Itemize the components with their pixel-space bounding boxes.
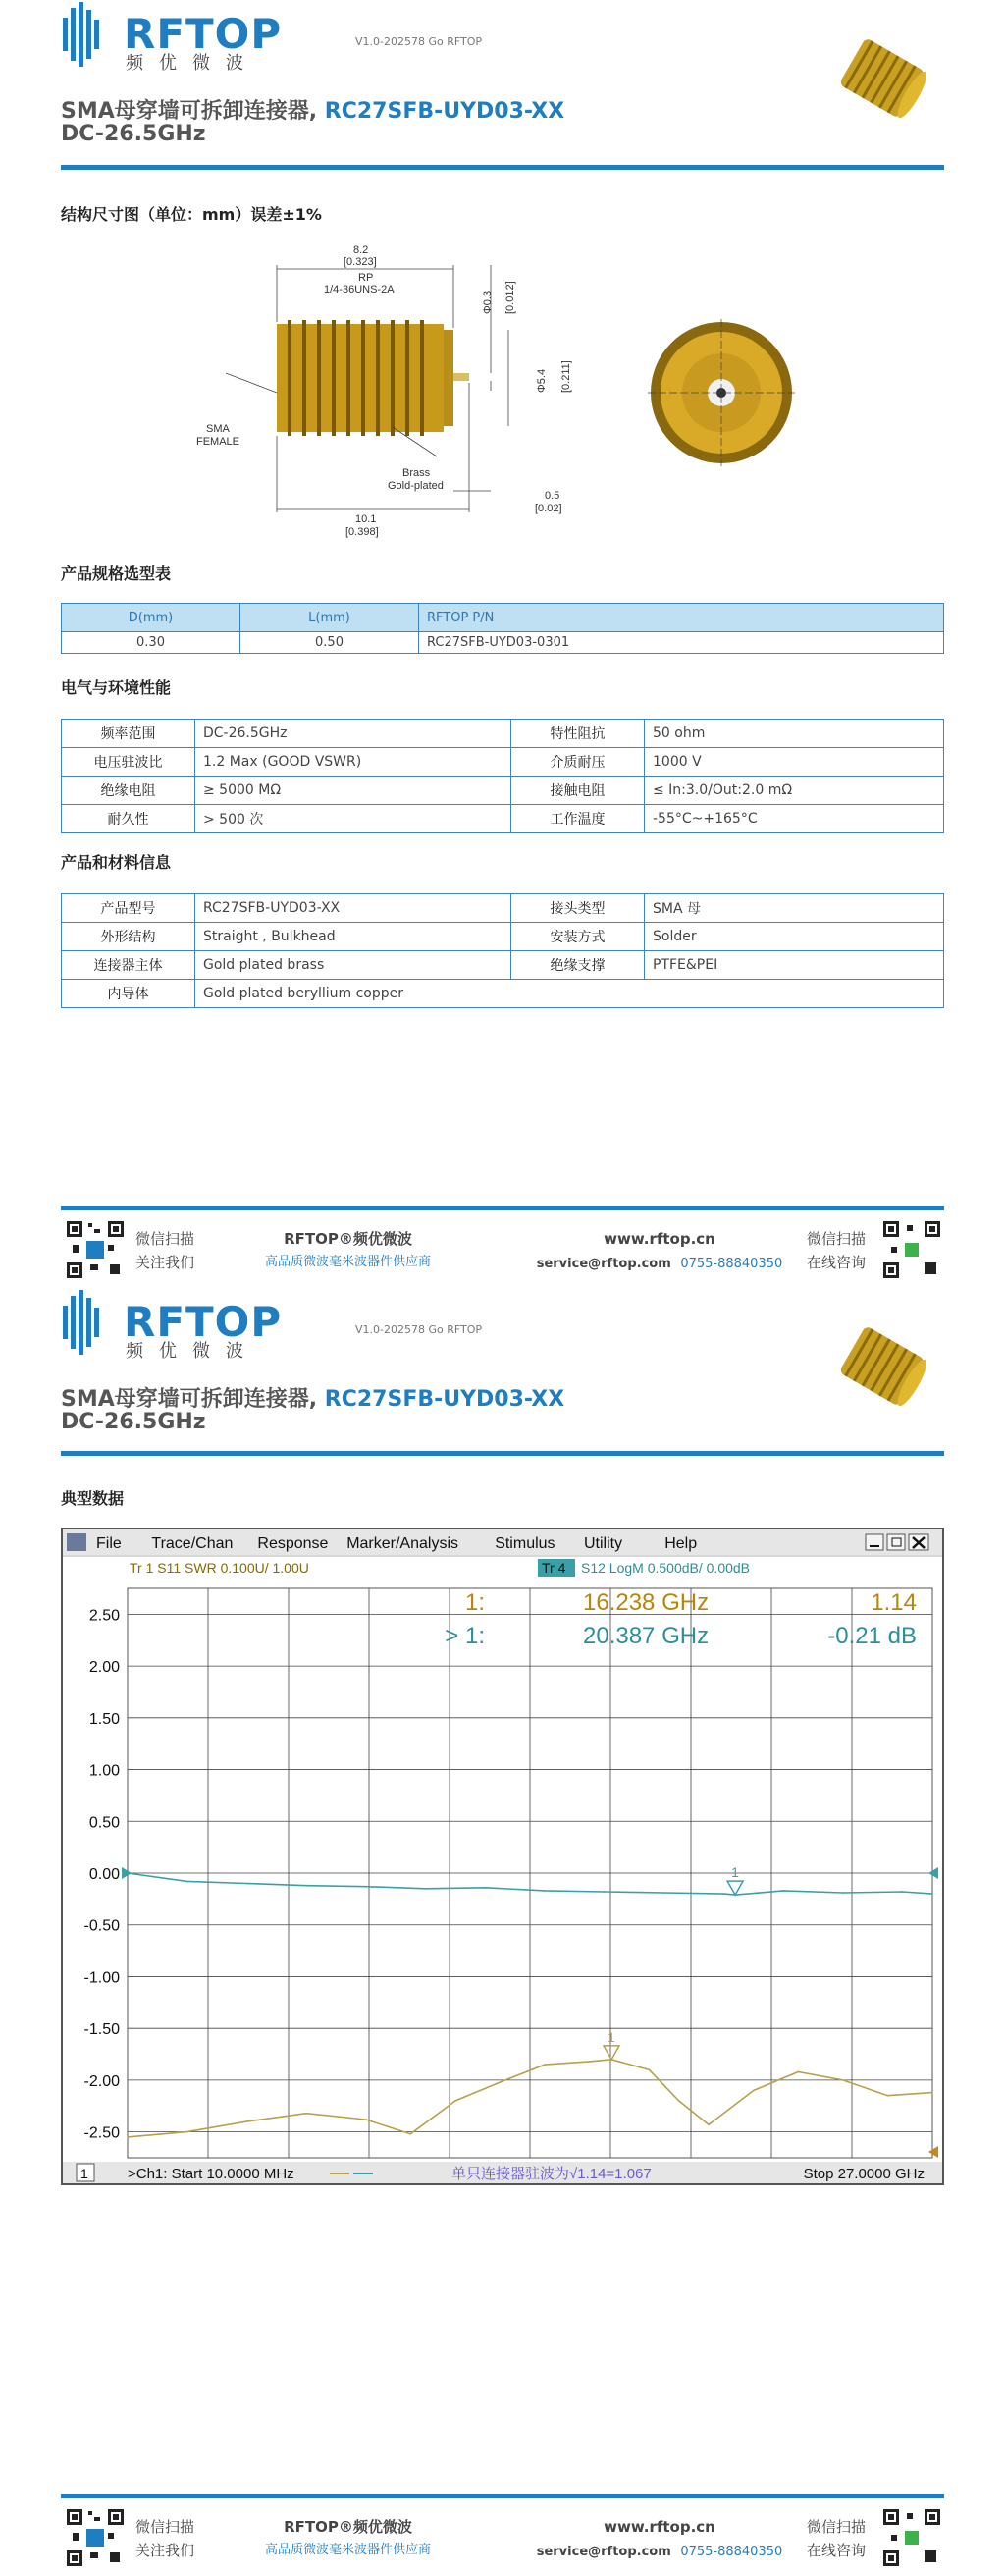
marker-s11-label: 1 bbox=[608, 2028, 615, 2045]
stop-freq: Stop 27.0000 GHz bbox=[803, 2166, 925, 2182]
cell-value: -55°C~+165°C bbox=[645, 805, 944, 833]
app-icon bbox=[67, 1533, 86, 1551]
table-row bbox=[62, 980, 944, 1008]
data-point bbox=[544, 1890, 546, 1892]
y-tick-label: -1.50 bbox=[83, 2021, 120, 2039]
footer-company bbox=[265, 1227, 431, 1274]
cell-label: 耐久性 bbox=[62, 805, 195, 833]
label-female: FEMALE bbox=[196, 436, 240, 448]
y-tick-label: 0.00 bbox=[88, 1866, 120, 1883]
svg-text:0.5 bbox=[545, 490, 559, 502]
dim-pin-dia-inch: [0.012] bbox=[504, 281, 516, 314]
wechat-scan-text-2: 微信扫描 bbox=[807, 2518, 867, 2536]
y-tick-label: -2.00 bbox=[83, 2072, 120, 2090]
data-point bbox=[305, 1885, 307, 1887]
cell-value: Gold plated beryllium copper bbox=[195, 980, 944, 1008]
header-divider bbox=[61, 1451, 944, 1456]
footer bbox=[61, 2505, 944, 2574]
rftop-logo[interactable] bbox=[61, 0, 283, 74]
cell-label: 电压驻波比 bbox=[62, 748, 195, 777]
tr1-label: Tr 1 S11 SWR 0.100U/ 1.00U bbox=[130, 1560, 309, 1576]
qr-code-icon[interactable] bbox=[881, 2507, 942, 2568]
window-controls bbox=[866, 1534, 928, 1550]
drawing-title: 结构尺寸图（单位：mm）误差±1% bbox=[61, 205, 322, 224]
title-prefix: SMA母穿墙可拆卸连接器, bbox=[61, 1387, 325, 1412]
wechat-scan-text-2: 微信扫描 bbox=[807, 1230, 867, 1248]
cell-label: 工作温度 bbox=[511, 805, 645, 833]
data-point bbox=[425, 1888, 427, 1890]
footer-divider bbox=[61, 2494, 944, 2498]
product-title bbox=[61, 94, 564, 125]
footer-divider bbox=[61, 1206, 944, 1210]
dimension-drawing bbox=[196, 236, 824, 540]
selection-title: 产品规格选型表 bbox=[61, 564, 172, 583]
marker2-value: -0.21 dB bbox=[827, 1623, 917, 1649]
dim-total-length: 10.1 bbox=[355, 513, 377, 525]
cell-label: 安装方式 bbox=[511, 923, 645, 951]
phone-number[interactable]: 0755-88840350 bbox=[680, 1257, 783, 1271]
company-name: RFTOP®频优微波 bbox=[284, 1230, 412, 1248]
data-point bbox=[753, 2090, 755, 2092]
menu-item-response[interactable]: Response bbox=[257, 1535, 329, 1552]
email-link[interactable]: service@rftop.com bbox=[536, 1257, 671, 1271]
dim-pin-ext: 0.5 bbox=[545, 490, 560, 502]
tr4-label: Tr 4 bbox=[542, 1560, 566, 1576]
table-row bbox=[62, 923, 944, 951]
cell-value: ≥ 5000 MΩ bbox=[195, 777, 511, 805]
data-point bbox=[797, 2071, 799, 2073]
brand-name: RFTOP bbox=[124, 10, 283, 58]
cell-label: 接触电阻 bbox=[511, 777, 645, 805]
electrical-table bbox=[61, 719, 944, 833]
col-d: D(mm) bbox=[62, 604, 240, 632]
data-point bbox=[649, 2069, 651, 2071]
cell-value: SMA 母 bbox=[645, 894, 944, 923]
cell-value: DC-26.5GHz bbox=[195, 720, 511, 748]
product-photo bbox=[826, 1310, 939, 1422]
marker1-freq: 16.238 GHz bbox=[583, 1589, 710, 1616]
label-gold: Gold-plated bbox=[388, 480, 444, 492]
data-point bbox=[186, 1881, 188, 1883]
table-row bbox=[62, 720, 944, 748]
data-point bbox=[723, 1893, 725, 1895]
svg-text:8.2 bbox=[353, 244, 368, 256]
product-photo bbox=[826, 22, 939, 134]
qr-code-icon[interactable] bbox=[65, 1219, 126, 1280]
svg-text:SMA bbox=[206, 423, 231, 435]
data-point bbox=[544, 2064, 546, 2066]
data-point bbox=[245, 2120, 247, 2122]
data-point bbox=[484, 1887, 486, 1889]
data-point bbox=[245, 1883, 247, 1885]
cell-label: 绝缘电阻 bbox=[62, 777, 195, 805]
data-point bbox=[887, 2095, 889, 2097]
footer-consult bbox=[807, 2515, 866, 2562]
data-point bbox=[678, 2100, 680, 2102]
data-point bbox=[663, 1892, 665, 1894]
header bbox=[61, 1288, 944, 1461]
data-point bbox=[842, 1892, 844, 1894]
cell-label: 连接器主体 bbox=[62, 951, 195, 980]
website-link[interactable]: www.rftop.cn bbox=[604, 2518, 715, 2536]
svg-text:Brass bbox=[402, 467, 431, 479]
data-point bbox=[782, 1890, 784, 1892]
svg-text:[0.012] bbox=[504, 281, 516, 314]
materials-table bbox=[61, 893, 944, 1008]
part-number: RC27SFB-UYD03-XX bbox=[324, 1387, 565, 1412]
footer-company bbox=[265, 2515, 431, 2562]
qr-code-icon[interactable] bbox=[65, 2507, 126, 2568]
wechat-scan-text: 微信扫描 bbox=[135, 2518, 195, 2536]
data-point bbox=[931, 2092, 933, 2094]
freq-range: DC-26.5GHz bbox=[61, 122, 206, 146]
svg-text:[0.323] bbox=[344, 256, 377, 268]
cell-label: 频率范围 bbox=[62, 720, 195, 748]
cell-value: > 500 次 bbox=[195, 805, 511, 833]
marker2-id: > 1: bbox=[445, 1623, 485, 1649]
version-text: V1.0-202578 Go RFTOP bbox=[355, 35, 483, 48]
svg-text:FEMALE bbox=[196, 436, 239, 448]
cell-value: ≤ In:3.0/Out:2.0 mΩ bbox=[645, 777, 944, 805]
footer bbox=[61, 1217, 944, 1286]
restore-icon[interactable] bbox=[887, 1534, 905, 1550]
qr-code-icon[interactable] bbox=[881, 1219, 942, 1280]
follow-text: 关注我们 bbox=[135, 1254, 195, 1271]
data-point bbox=[589, 2061, 591, 2063]
header-divider bbox=[61, 165, 944, 170]
svg-text:10.1 bbox=[355, 513, 376, 525]
cell-label: 外形结构 bbox=[62, 923, 195, 951]
svg-text:Φ0.3 bbox=[482, 291, 494, 314]
data-point bbox=[186, 2131, 188, 2133]
cell-value: Solder bbox=[645, 923, 944, 951]
rftop-logo[interactable] bbox=[61, 1288, 283, 1362]
data-point bbox=[708, 2123, 710, 2125]
dim-thread: 1/4-36UNS-2A bbox=[324, 284, 395, 295]
table-row bbox=[62, 748, 944, 777]
vna-chart bbox=[63, 1530, 942, 2183]
data-point bbox=[365, 2119, 367, 2120]
selection-table bbox=[61, 603, 944, 654]
cell-value: 1000 V bbox=[645, 748, 944, 777]
company-name: RFTOP®频优微波 bbox=[284, 2518, 412, 2536]
svg-text:Gold-plated bbox=[388, 480, 444, 492]
table-row bbox=[62, 894, 944, 923]
menu-item-trace-chan[interactable]: Trace/Chan bbox=[151, 1535, 234, 1552]
marker1-id: 1: bbox=[464, 1589, 485, 1616]
dim-body-dia: Φ5.4 bbox=[536, 368, 548, 393]
consult-text: 在线咨询 bbox=[807, 2542, 867, 2559]
y-tick-label: 1.50 bbox=[88, 1710, 120, 1728]
label-brass: Brass bbox=[402, 467, 431, 479]
data-point bbox=[604, 1891, 606, 1893]
table-row[interactable] bbox=[62, 632, 944, 654]
dim-length-inch: [0.323] bbox=[344, 256, 377, 268]
y-tick-label: -2.50 bbox=[83, 2124, 120, 2142]
menu-item-file[interactable]: File bbox=[96, 1535, 122, 1552]
brand-name: RFTOP bbox=[124, 1298, 283, 1346]
freq-range: DC-26.5GHz bbox=[61, 1410, 206, 1434]
y-tick-label: 2.50 bbox=[88, 1607, 120, 1625]
y-tick-label: -1.00 bbox=[83, 1969, 120, 1987]
svg-text:Φ5.4 bbox=[536, 369, 548, 393]
minimize-icon[interactable] bbox=[866, 1534, 883, 1550]
front-view bbox=[648, 319, 795, 466]
typical-title: 典型数据 bbox=[61, 1489, 125, 1508]
cell-pn: RC27SFB-UYD03-0301 bbox=[419, 632, 944, 654]
dim-rp: RP bbox=[358, 272, 374, 284]
vswr-note: 单只连接器驻波为√1.14=1.067 bbox=[451, 2166, 652, 2182]
dim-pin-dia: Φ0.3 bbox=[482, 290, 494, 314]
footer-contact bbox=[532, 1227, 787, 1276]
svg-text:RP bbox=[358, 272, 373, 284]
svg-text:[0.211] bbox=[560, 360, 572, 393]
website-link[interactable]: www.rftop.cn bbox=[604, 1230, 715, 1248]
svg-text:[0.02] bbox=[535, 503, 562, 514]
cell-l: 0.50 bbox=[240, 632, 419, 654]
cell-label: 特性阻抗 bbox=[511, 720, 645, 748]
start-freq: >Ch1: Start 10.0000 MHz bbox=[128, 2166, 294, 2182]
y-tick-label: 1.00 bbox=[88, 1762, 120, 1780]
menu-item-stimulus[interactable]: Stimulus bbox=[495, 1535, 555, 1552]
cell-value: Gold plated brass bbox=[195, 951, 511, 980]
slogan: 高品质微波毫米波器件供应商 bbox=[265, 1255, 432, 1269]
footer-wechat bbox=[135, 1227, 194, 1274]
menu-item-utility[interactable]: Utility bbox=[584, 1535, 623, 1552]
data-point bbox=[410, 2133, 412, 2135]
table-row bbox=[62, 951, 944, 980]
consult-text: 在线咨询 bbox=[807, 1254, 867, 1271]
dim-total-length-inch: [0.398] bbox=[345, 526, 379, 538]
cell-value: RC27SFB-UYD03-XX bbox=[195, 894, 511, 923]
cell-value: PTFE&PEI bbox=[645, 951, 944, 980]
part-number: RC27SFB-UYD03-XX bbox=[324, 99, 565, 124]
cell-value: 50 ohm bbox=[645, 720, 944, 748]
tr4-desc: S12 LogM 0.500dB/ 0.00dB bbox=[581, 1560, 751, 1576]
logo-wave-icon bbox=[61, 1288, 116, 1361]
y-tick-label: 0.50 bbox=[88, 1814, 120, 1832]
follow-text: 关注我们 bbox=[135, 2542, 195, 2559]
email-link[interactable]: service@rftop.com bbox=[536, 2545, 671, 2559]
cell-label: 内导体 bbox=[62, 980, 195, 1008]
svg-text:1/4-36UNS-2A bbox=[324, 284, 395, 295]
data-point bbox=[902, 1891, 904, 1893]
cell-label: 接头类型 bbox=[511, 894, 645, 923]
table-row bbox=[62, 805, 944, 833]
footer-consult bbox=[807, 1227, 866, 1274]
marker2-freq: 20.387 GHz bbox=[583, 1623, 710, 1649]
footer-contact bbox=[532, 2515, 787, 2564]
y-tick-label: -0.50 bbox=[83, 1917, 120, 1935]
label-sma: SMA bbox=[206, 423, 230, 435]
data-point bbox=[454, 2100, 456, 2102]
brand-cn: 频优微波 bbox=[126, 1341, 259, 1362]
col-l: L(mm) bbox=[240, 604, 419, 632]
menu-item-marker-analysis[interactable]: Marker/Analysis bbox=[346, 1535, 459, 1552]
data-point bbox=[842, 2079, 844, 2081]
electrical-title: 电气与环境性能 bbox=[61, 678, 172, 697]
version-text: V1.0-202578 Go RFTOP bbox=[355, 1323, 483, 1336]
materials-title: 产品和材料信息 bbox=[61, 853, 172, 872]
data-point bbox=[500, 2081, 502, 2083]
cell-label: 绝缘支撑 bbox=[511, 951, 645, 980]
footer-wechat bbox=[135, 2515, 194, 2562]
channel-number: 1 bbox=[80, 2166, 88, 2181]
data-point bbox=[127, 2136, 129, 2138]
table-row bbox=[62, 777, 944, 805]
cell-d: 0.30 bbox=[62, 632, 240, 654]
data-point bbox=[305, 2113, 307, 2115]
dim-pin-ext-inch: [0.02] bbox=[535, 503, 562, 514]
menu-item-help[interactable]: Help bbox=[664, 1535, 698, 1552]
cell-value: 1.2 Max (GOOD VSWR) bbox=[195, 748, 511, 777]
data-point bbox=[365, 1886, 367, 1888]
cell-value: Straight , Bulkhead bbox=[195, 923, 511, 951]
dim-length: 8.2 bbox=[353, 244, 369, 256]
header bbox=[61, 0, 944, 173]
data-point bbox=[931, 1893, 933, 1895]
brand-cn: 频优微波 bbox=[126, 53, 259, 74]
title-prefix: SMA母穿墙可拆卸连接器, bbox=[61, 99, 325, 124]
slogan: 高品质微波毫米波器件供应商 bbox=[265, 2543, 432, 2557]
marker-s12-label: 1 bbox=[731, 1864, 739, 1881]
cell-label: 产品型号 bbox=[62, 894, 195, 923]
wechat-scan-text: 微信扫描 bbox=[135, 1230, 195, 1248]
cell-label: 介质耐压 bbox=[511, 748, 645, 777]
logo-wave-icon bbox=[61, 0, 116, 73]
y-tick-label: 2.00 bbox=[88, 1659, 120, 1677]
product-title bbox=[61, 1382, 564, 1413]
vna-screenshot bbox=[61, 1528, 944, 2185]
marker1-value: 1.14 bbox=[871, 1589, 917, 1616]
phone-number[interactable]: 0755-88840350 bbox=[680, 2545, 783, 2559]
dim-body-dia-inch: [0.211] bbox=[560, 360, 572, 393]
col-pn: RFTOP P/N bbox=[419, 604, 944, 632]
svg-text:[0.398] bbox=[345, 526, 379, 538]
